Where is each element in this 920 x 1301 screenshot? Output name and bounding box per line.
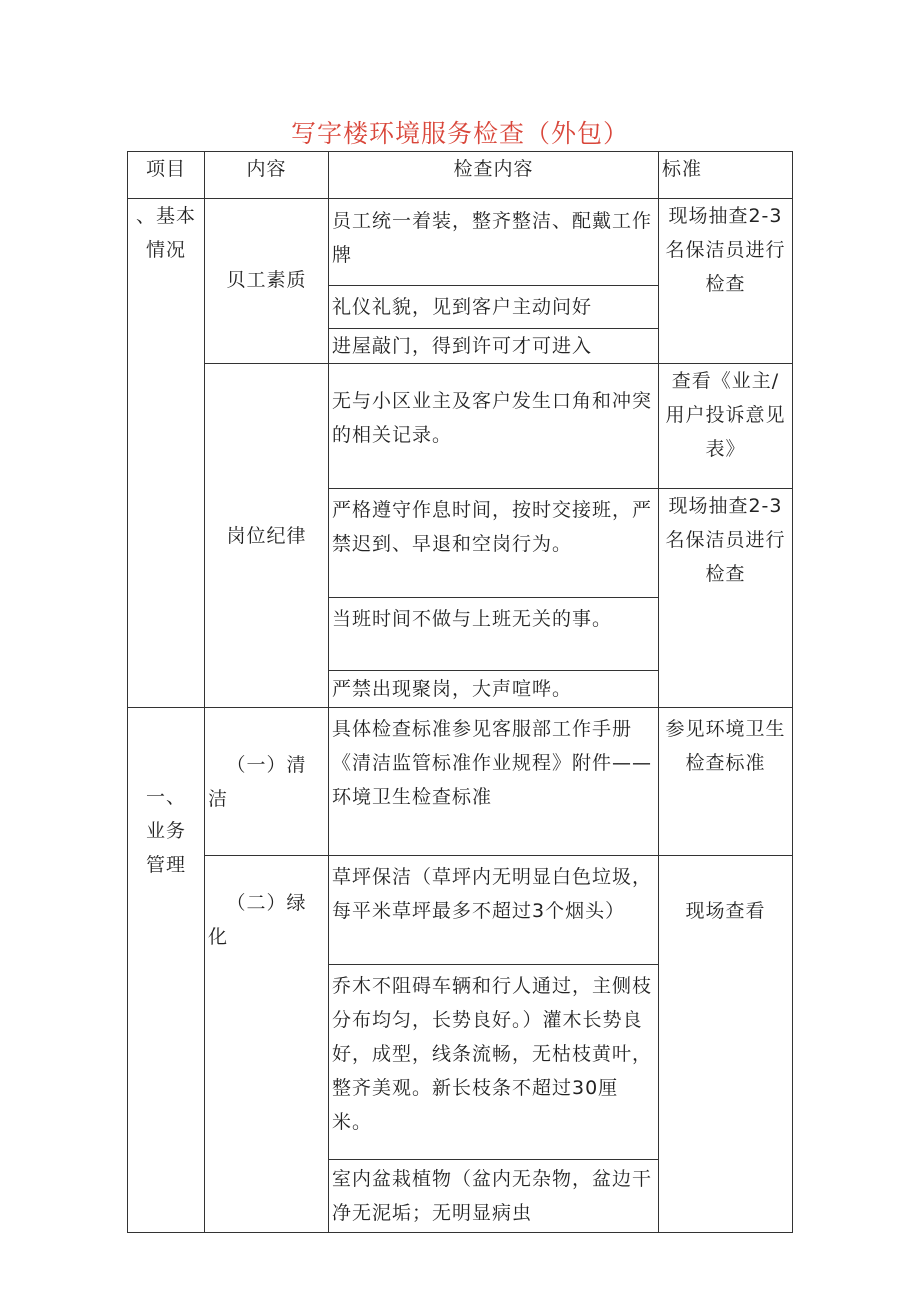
check-item: 具体检查标准参见客服部工作手册《清洁监管标准作业规程》附件——环境卫生检查标准 — [329, 708, 659, 856]
document-title: 写字楼环境服务检查（外包） — [290, 119, 629, 148]
category-staff: 贝工素质 — [205, 199, 329, 364]
standard-cleaning: 参见环境卫生检查标准 — [659, 708, 793, 856]
category-cleaning-line2: 洁 — [208, 788, 229, 810]
section-business-line1: 一、 — [145, 786, 186, 808]
section-business-line2: 业务 — [145, 820, 186, 842]
header-content: 内容 — [205, 152, 329, 199]
section-business-line3: 管理 — [145, 854, 186, 876]
table-row — [128, 199, 793, 286]
check-item: 礼仪礼貌，见到客户主动问好 — [329, 286, 659, 329]
category-cleaning-line1: （一）清 — [226, 754, 307, 776]
table-row — [128, 708, 793, 856]
check-item: 严禁出现聚岗，大声喧哗。 — [329, 671, 659, 708]
standard-staff: 现场抽查2-3名保洁员进行检查 — [659, 199, 793, 364]
header-check: 检查内容 — [329, 152, 659, 199]
check-item: 无与小区业主及客户发生口角和冲突的相关记录。 — [329, 364, 659, 489]
category-greening-line2: 化 — [208, 926, 229, 948]
category-discipline: 岗位纪律 — [205, 364, 329, 708]
check-item: 当班时间不做与上班无关的事。 — [329, 598, 659, 671]
check-item: 草坪保洁（草坪内无明显白色垃圾，每平米草坪最多不超过3个烟头） — [329, 856, 659, 965]
section-basic-label — [128, 199, 205, 708]
standard-discipline-complaints: 查看《业主/用户投诉意见表》 — [659, 364, 793, 489]
table-row — [128, 856, 793, 965]
category-greening-line1: （二）绿 — [226, 892, 307, 914]
section-business-label — [128, 708, 205, 1233]
category-greening — [205, 856, 329, 1233]
check-item: 进屋敲门，得到许可才可进入 — [329, 329, 659, 364]
category-cleaning — [205, 708, 329, 856]
check-item: 乔木不阻碍车辆和行人通过，主侧枝分布均匀，长势良好。）灌木长势良好，成型，线条流畅，无枯枝黄叶，整齐美观。新长枝条不超过30厘米。 — [329, 965, 659, 1160]
section-basic-line2: 情况 — [145, 239, 186, 261]
table-row — [128, 364, 793, 489]
section-basic-line1: 、基本 — [135, 205, 196, 227]
header-row — [128, 152, 793, 199]
inspection-table — [127, 151, 793, 1233]
check-item: 室内盆栽植物（盆内无杂物，盆边干净无泥垢；无明显病虫 — [329, 1160, 659, 1233]
standard-greening: 现场查看 — [659, 856, 793, 1233]
header-project: 项目 — [128, 152, 205, 199]
standard-discipline-onsite: 现场抽查2-3名保洁员进行检查 — [659, 489, 793, 708]
check-item: 严格遵守作息时间，按时交接班，严禁迟到、早退和空岗行为。 — [329, 489, 659, 598]
check-item: 员工统一着装，整齐整洁、配戴工作牌 — [329, 199, 659, 286]
header-standard: 标准 — [659, 152, 793, 199]
